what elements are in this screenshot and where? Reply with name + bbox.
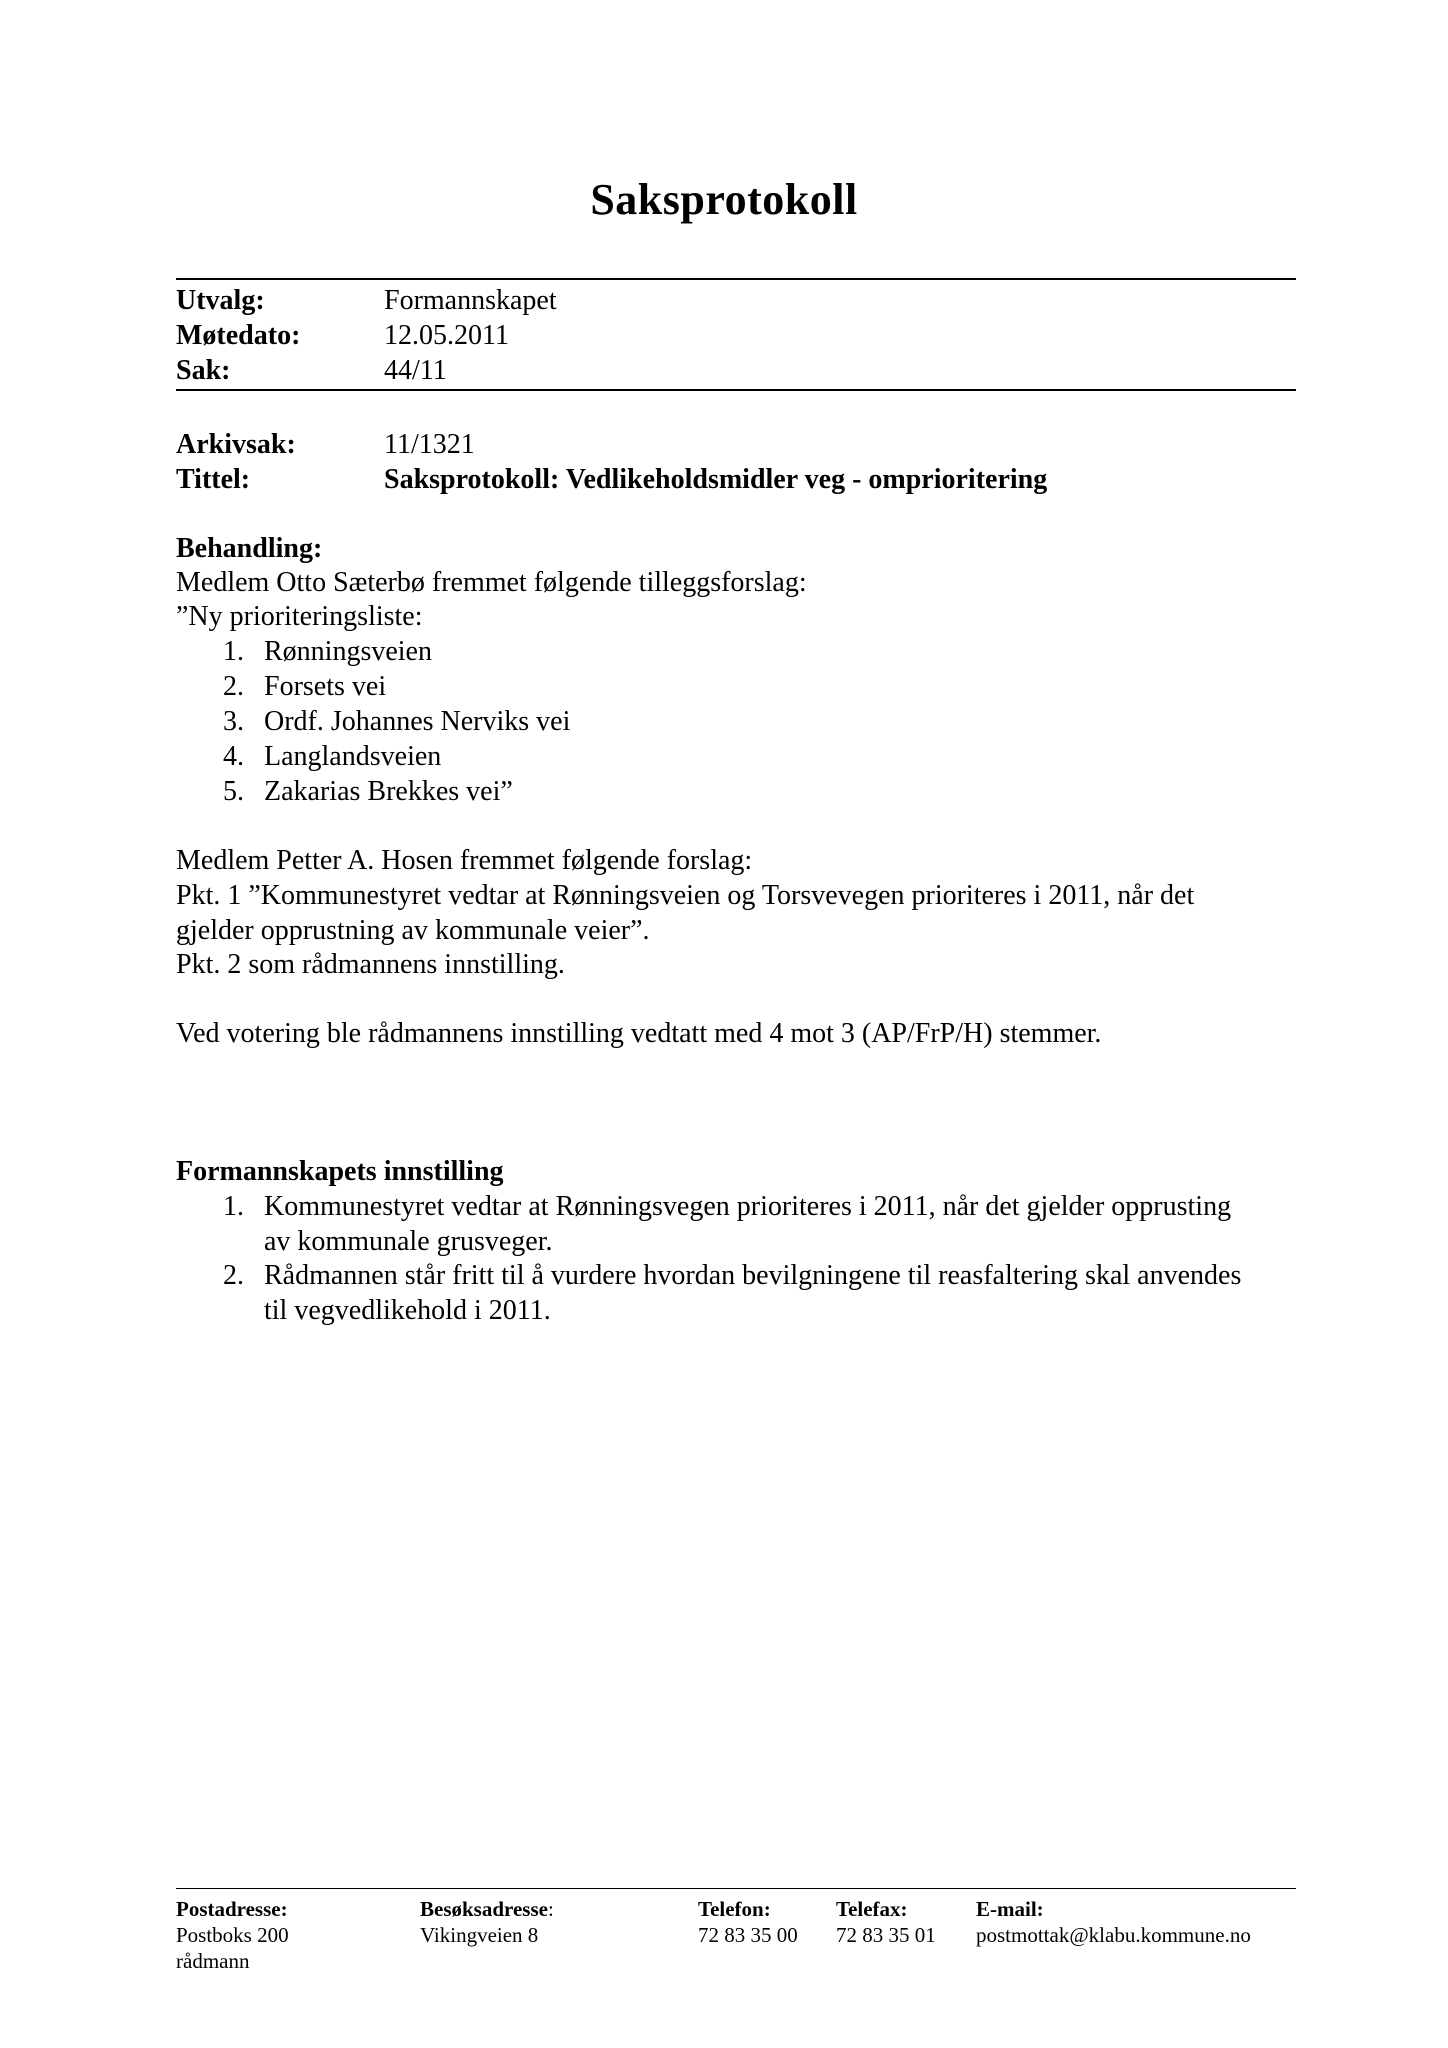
innstilling-number: 1. xyxy=(223,1191,244,1222)
priority-list-number: 4. xyxy=(223,741,244,772)
behandling-line-4: Pkt. 1 ”Kommunestyret vedtar at Rønningsveien og Torsvevegen prioriteres i 2011, når det xyxy=(176,880,1195,911)
behandling-line-6: Pkt. 2 som rådmannens innstilling. xyxy=(176,949,565,980)
motedato-value: 12.05.2011 xyxy=(384,320,509,351)
behandling-line-1: Medlem Otto Sæterbø fremmet følgende tilleggsforslag: xyxy=(176,567,807,598)
tittel-value: Saksprotokoll: Vedlikeholdsmidler veg - omprioritering xyxy=(384,464,1048,495)
utvalg-value: Formannskapet xyxy=(384,285,557,316)
priority-list-item: Zakarias Brekkes vei” xyxy=(264,776,513,807)
besoksadresse-label-wrap xyxy=(420,1896,554,1922)
email-label: E-mail: xyxy=(976,1897,1044,1921)
telefax-value: 72 83 35 01 xyxy=(836,1923,936,1947)
header-bottom-rule xyxy=(176,389,1296,391)
telefon-value: 72 83 35 00 xyxy=(698,1923,798,1947)
behandling-line-2: ”Ny prioriteringsliste: xyxy=(176,601,423,632)
priority-list-number: 3. xyxy=(223,706,244,737)
telefon-label: Telefon: xyxy=(698,1897,771,1921)
behandling-heading: Behandling: xyxy=(176,533,323,564)
motedato-label: Møtedato: xyxy=(176,320,301,351)
behandling-line-3: Medlem Petter A. Hosen fremmet følgende forslag: xyxy=(176,845,753,876)
innstilling-heading: Formannskapets innstilling xyxy=(176,1156,504,1187)
innstilling-number: 2. xyxy=(223,1260,244,1291)
arkivsak-label: Arkivsak: xyxy=(176,429,296,460)
besoksadresse-value: Vikingveien 8 xyxy=(420,1923,539,1947)
priority-list-item: Rønningsveien xyxy=(264,636,432,667)
innstilling-item-line: til vegvedlikehold i 2011. xyxy=(264,1295,551,1326)
votering-line: Ved votering ble rådmannens innstilling vedtatt med 4 mot 3 (AP/FrP/H) stemmer. xyxy=(176,1018,1102,1049)
innstilling-item-line: Rådmannen står fritt til å vurdere hvordan bevilgningene til reasfaltering skal anvendes xyxy=(264,1260,1242,1291)
priority-list-item: Ordf. Johannes Nerviks vei xyxy=(264,706,571,737)
postadresse-line-2: rådmann xyxy=(176,1949,250,1973)
innstilling-item-line: Kommunestyret vedtar at Rønningsvegen prioriteres i 2011, når det gjelder opprusting xyxy=(264,1191,1232,1222)
email-value[interactable]: postmottak@klabu.kommune.no xyxy=(976,1923,1251,1947)
priority-list-number: 5. xyxy=(223,776,244,807)
utvalg-label: Utvalg: xyxy=(176,285,265,316)
innstilling-item-line: av kommunale grusveger. xyxy=(264,1226,553,1257)
priority-list-number: 2. xyxy=(223,671,244,702)
postadresse-line-1: Postboks 200 xyxy=(176,1923,289,1947)
behandling-line-5: gjelder opprustning av kommunale veier”. xyxy=(176,915,650,946)
besoksadresse-colon: : xyxy=(547,1897,554,1921)
tittel-label: Tittel: xyxy=(176,464,251,495)
arkivsak-value: 11/1321 xyxy=(384,429,475,460)
priority-list-item: Forsets vei xyxy=(264,671,387,702)
telefax-label: Telefax: xyxy=(836,1897,908,1921)
footer-rule xyxy=(176,1888,1296,1889)
priority-list-item: Langlandsveien xyxy=(264,741,442,772)
besoksadresse-label: Besøksadresse xyxy=(420,1897,548,1921)
priority-list-number: 1. xyxy=(223,636,244,667)
sak-value: 44/11 xyxy=(384,355,447,386)
sak-label: Sak: xyxy=(176,355,231,386)
postadresse-label: Postadresse: xyxy=(176,1897,288,1921)
header-top-rule xyxy=(176,278,1296,280)
page-title: Saksprotokoll xyxy=(590,175,858,224)
